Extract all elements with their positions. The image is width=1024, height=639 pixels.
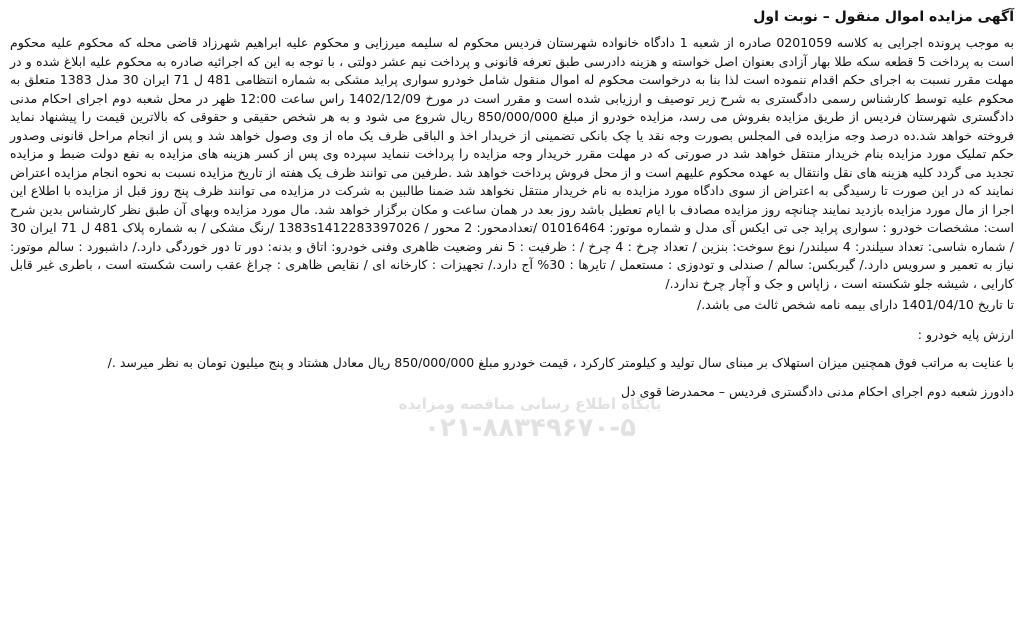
watermark-phone: ۰۲۱-۸۸۳۴۹۶۷۰-۵ [423, 413, 636, 443]
valuation-text: با عنایت به مراتب فوق همچنین میزان استهلاک بر مبنای سال تولید و کیلومتر کارکرد ، قیمت خودرو مبلغ 850/000/000 ریال معادل هشتاد و پنج میلیون تومان به نظر میرسد ./ [107, 355, 1014, 370]
insurance-line: تا تاریخ 1401/04/10 دارای بیمه نامه شخص ثالث می باشد./ [696, 297, 1014, 312]
notice-title: آگهی مزایده اموال منقول – نوبت اول [753, 9, 1014, 25]
notice-body: به موجب پرونده اجرایی به کلاسه 0201059 صادره از شعبه 1 دادگاه خانواده شهرستان فردیس محکوم له سلیمه میرزایی و محکوم علیه ابراهیم شهرزاد قاضی محله که محکوم علیه محکوم است به پرداخت 5 قطعه سکه طلا بهار آزادی بعنوان اصل خواسته و هزینه دادرسی طبق تعرفه قانونی و پرداخت نیم عشر دولتی ، با توجه به این که اجرائیه صادره به محکوم علیه ابلاغ شده و در مهلت مقرر نسبت به اجرای حکم اقدام ننموده است لذا بنا به درخواست محکوم له اموال منقول شامل خودرو سواری پراید مشکی به شماره انتظامی 481 ل 71 ایران 30 مدل 1383 متعلق به محکوم علیه توسط کارشناس رسمی دادگستری به شرح زیر توصیف و ارزیابی شده است و مقرر است در مورخ 1402/12/09 راس ساعت 12:00 ظهر در محل شعبه دوم اجرای احکام مدنی دادگستری شهرستان فردیس از طریق مزایده بفروش می رسد، مزایده خودرو از مبلغ 850/000/000 ریال شروع می شود و به هر شخص حقیقی و حقوقی که بالاترین قیمت را پیشنهاد نماید فروخته خواهد شد.ده درصد وجه مزایده فی المجلس بصورت وجه نقد یا چک بانکی تضمینی از خریدار اخذ و الباقی ظرف یک ماه از وی وصول خواهد شد و پس از انجام مراحل قانونی وصدور حکم تملیک مورد مزایده بنام خریدار منتقل خواهد شد در صورتی که در مهلت مقرر خریدار وجه مزایده را پرداخت ننماید سپرده وی پس از کسر هزینه های مزایده به نفع دولت ضبط و مزایده تجدید می گردد کلیه هزینه های نقل وانتقال به عهده محکوم علیهم است و از محل فروش پرداخت خواهد شد .طرفین می توانند ظرف یک هفته از تاریخ مزایده نسبت به نحوه انجام مزایده اعتراض نمایند که در این صورت تا رسیدگی به اعتراض از سوی دادگاه مورد مزایده به نام خریدار منتقل نخواهد شد ضمنا طالبین به شرکت در مزایده می توانند ظرف پنج روز قبل از مزایده با اطلاع این اجرا از مال مورد مزایده بازدید نمایند چنانچه روز مزایده مصادف با ایام تعطیل باشد روز بعد در همان ساعت و مکان برگزار خواهد شد. مال مورد مزایده وبهای آن طبق نظر کارشناس بدین شرح است: مشخصات خودرو : سواری پراید جی تی ایکس آی مدل و شماره موتور: 01016464 /تعدادمحور: 2 محور / 1383s1412283397026 /رنگ مشکی / به شماره پلاک 481 ل 71 ایران 30 / شماره شاسی: تعداد سیلندر: 4 سیلندر/ نوع سوخت: بنزین / تعداد چرخ : 4 چرخ / : ظرفیت : 5 نفر وضعیت ظاهری وفنی خودرو: اتاق و بدنه: دور تا دور خوردگی دارد./ داشبورد : سالم موتور: نیاز به تعمیر و سرویس دارد./ گیربکس: سالم / صندلی و تودوزی : مستعمل / تایرها : 30% آج دارد./ تجهیزات : کارخانه ای / نقایص ظاهری : چراغ عقب راست شکسته است ، باطری غیر قابل کارایی ، شیشه جلو شکسته است ، زاپاس و جک و آچار چرخ ندارد./ [10, 35, 1014, 291]
valuation-heading: ارزش پایه خودرو : [917, 327, 1014, 342]
watermark-site-name: پایگاه اطلاع رسانی مناقصه ومزایده [398, 395, 662, 413]
signature-line: دادورز شعبه دوم اجرای احکام مدنی دادگستری فردیس – محمدرضا قوی دل [620, 384, 1014, 399]
